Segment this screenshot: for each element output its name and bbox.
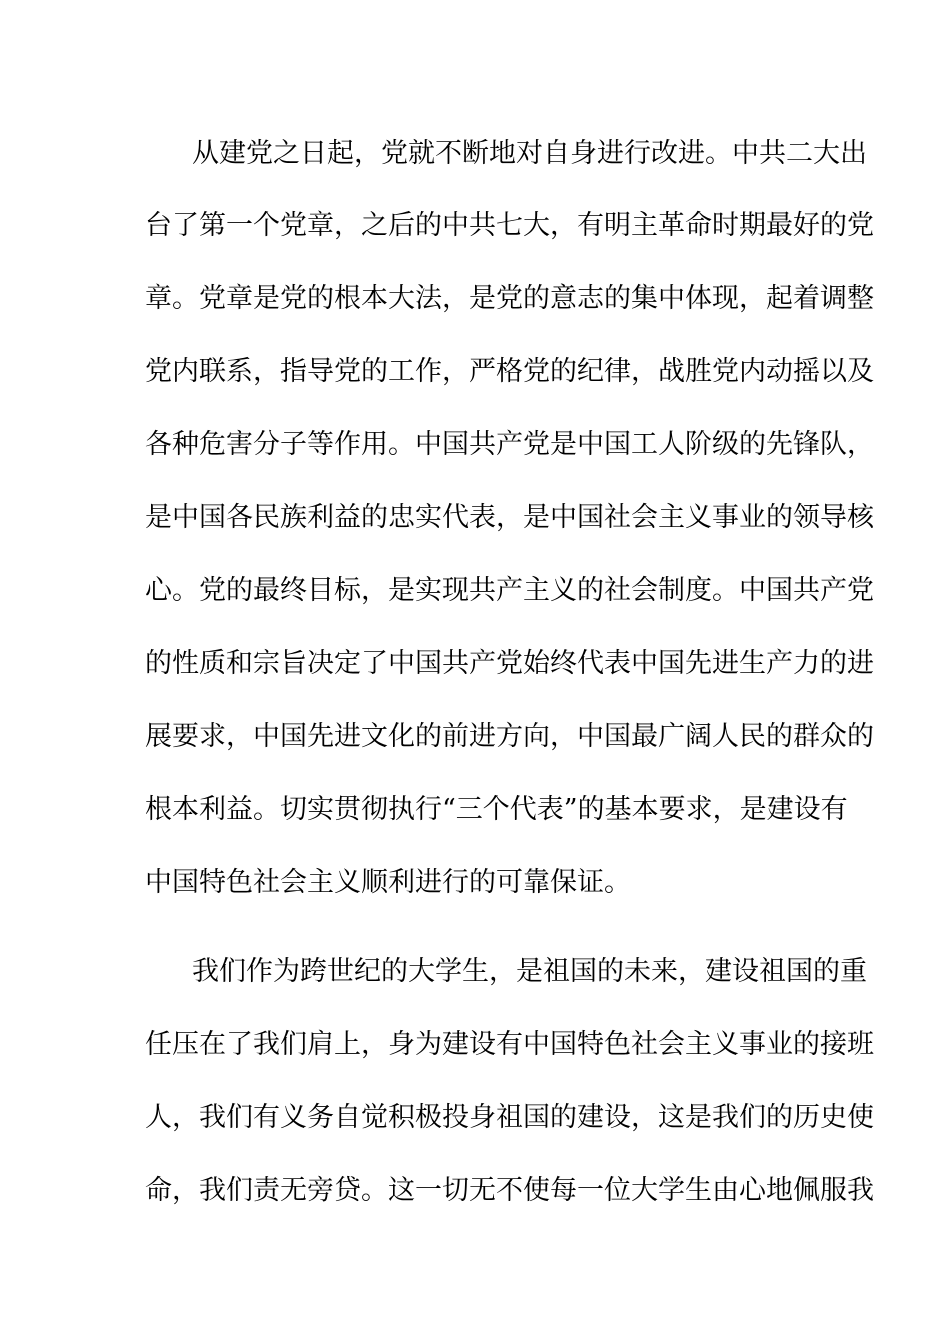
text-line: 心。党的最终目标，是实现共产主义的社会制度。中国共产党 (145, 575, 874, 606)
text-line: 任压在了我们肩上，身为建设有中国特色社会主义事业的接班 (145, 1029, 874, 1060)
text-line: 我们作为跨世纪的大学生，是祖国的未来，建设祖国的重 (192, 956, 867, 987)
text-line: 是中国各民族利益的忠实代表，是中国社会主义事业的领导核 (145, 502, 874, 533)
text-line: 展要求，中国先进文化的前进方向，中国最广阔人民的群众的 (145, 721, 874, 752)
text-line: 人，我们有义务自觉积极投身祖国的建设，这是我们的历史使 (145, 1102, 874, 1133)
text-line: 中国特色社会主义顺利进行的可靠保证。 (145, 867, 631, 898)
text-line: 各种危害分子等作用。中国共产党是中国工人阶级的先锋队， (145, 429, 874, 460)
text-line: 章。党章是党的根本大法，是党的意志的集中体现，起着调整 (145, 283, 874, 314)
text-line: 的性质和宗旨决定了中国共产党始终代表中国先进生产力的进 (145, 648, 874, 679)
text-line: 台了第一个党章，之后的中共七大，有明主革命时期最好的党 (145, 210, 874, 241)
text-line: 从建党之日起，党就不断地对自身进行改进。中共二大出 (192, 138, 867, 169)
text-line: 命，我们责无旁贷。这一切无不使每一位大学生由心地佩服我 (145, 1175, 874, 1206)
text-line: 根本利益。切实贯彻执行“三个代表”的基本要求，是建设有 (145, 794, 848, 825)
text-line: 党内联系，指导党的工作，严格党的纪律，战胜党内动摇以及 (145, 356, 874, 387)
